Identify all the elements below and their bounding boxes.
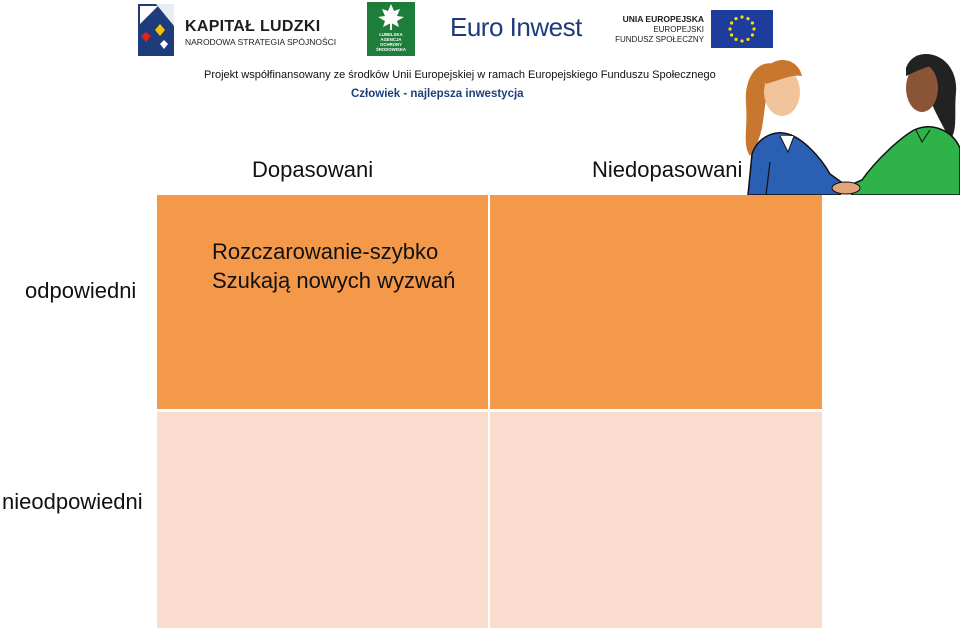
row-header-suitable: odpowiedni [25,278,137,303]
cell-text [212,237,455,295]
maple-leaf-icon [367,2,415,32]
euro-inwest-logo: Euro Inwest [450,12,582,42]
kapital-ludzki-logo [134,2,337,58]
handshake-clipart [736,44,960,195]
agency-name: LUBELSKA AGENCJA OCHRONY ŚRODOWISKA [375,32,407,52]
eu-line-3: FUNDUSZ SPOŁECZNY [615,35,704,44]
kapital-ludzki-title: KAPITAŁ LUDZKI [185,18,321,35]
project-motto: Człowiek - najlepsza inwestycja [351,88,524,100]
column-header-matched: Dopasowani [252,157,374,182]
matrix-cell-bottom-left [157,412,488,628]
kapital-ludzki-subtitle: NARODOWA STRATEGIA SPÓJNOŚCI [185,37,337,47]
column-header-unmatched: Niedopasowani [592,157,743,182]
eu-stars-flag-icon [711,10,773,48]
matrix-cell-bottom-right [490,412,822,628]
row-header-unsuitable: nieodpowiedni [2,489,143,514]
eu-line-1: UNIA EUROPEJSKA [622,14,704,24]
matrix-cell-top-right [490,195,822,409]
kapital-ludzki-flag-icon [134,2,180,58]
matrix-cell-top-left [157,195,488,409]
lubelska-agencja-logo [367,2,415,56]
cell-line-2: Szukają nowych wyzwań [212,268,456,293]
cell-line-1: Rozczarowanie-szybko [212,239,439,264]
eu-line-2: EUROPEJSKI [653,25,704,34]
project-tagline: Projekt współfinansowany ze środków Unii Europejskiej w ramach Europejskiego Funduszu Społecznego [204,69,716,81]
